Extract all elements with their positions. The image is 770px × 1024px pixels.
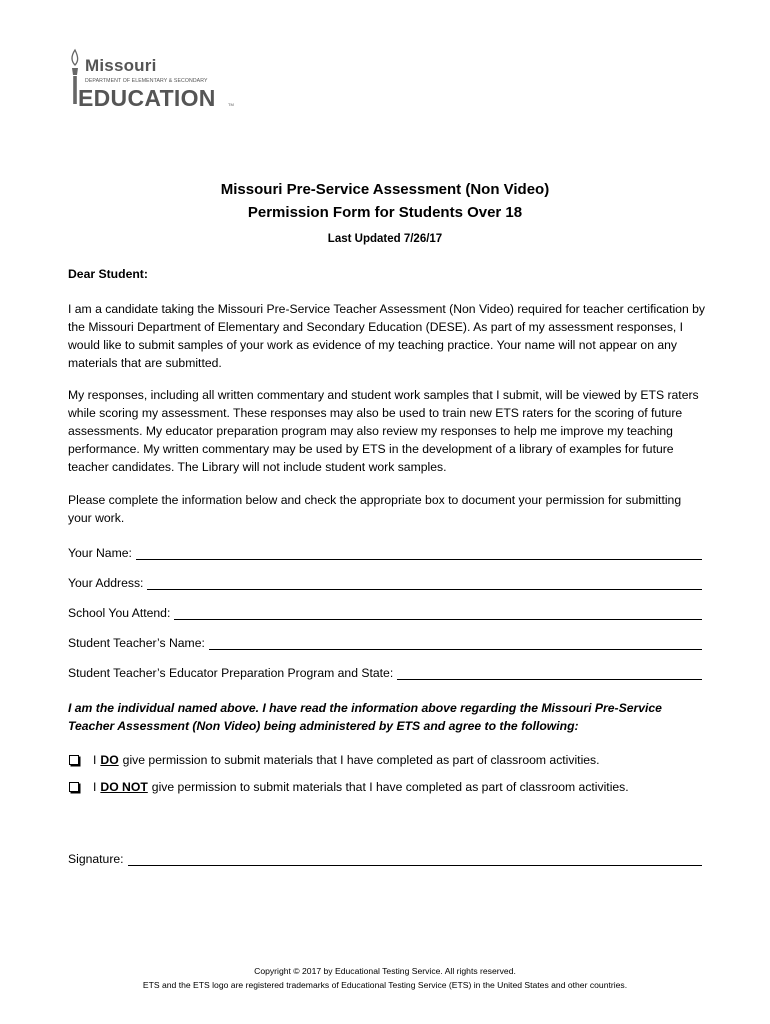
paragraph-responses: My responses, including all written commentary and student work samples that I submit, will be viewed by ETS raters while scoring my assessment. These responses may also be used to train new ETS raters for the scoring of future assessments. My educator preparation program may also review my responses to help me improve my teaching performance. My written commentary may be used by ETS in the development of a library of examples for future teacher candidates. The Library will not include student work samples.: [68, 388, 699, 474]
permission-do-not-option[interactable]: [68, 780, 708, 794]
teacher-name-label: Student Teacher’s Name:: [68, 636, 205, 650]
missouri-dese-logo: [68, 48, 248, 110]
checkbox-do-not[interactable]: [69, 782, 79, 792]
paragraph-intro: I am a candidate taking the Missouri Pre-Service Teacher Assessment (Non Video) required for teacher certification by the Missouri Department of Elementary and Secondary Education (DESE). As part of my assessment responses, I would like to submit samples of your work as evidence of my teaching practice. Your name will not appear on any materials that are submitted.: [68, 302, 705, 370]
form-subtitle: Permission Form for Students Over 18: [247, 204, 523, 221]
name-field[interactable]: [68, 544, 702, 560]
program-field[interactable]: [68, 664, 702, 680]
name-label: Your Name:: [68, 546, 132, 560]
paragraph-instructions: Please complete the information below and check the appropriate box to document your permission for submitting your work.: [68, 493, 682, 525]
permission-do-option[interactable]: [68, 753, 708, 767]
signature-field[interactable]: [68, 850, 702, 866]
option-do-not-text: give permission to submit materials that I have completed as part of classroom activities.: [151, 780, 629, 794]
form-title: Missouri Pre-Service Assessment (Non Video): [220, 181, 550, 198]
option-pronoun: I: [93, 780, 97, 794]
copyright-notice: Copyright © 2017 by Educational Testing Service. All rights reserved.: [254, 966, 516, 976]
school-field[interactable]: [68, 604, 702, 620]
logo-trademark: TM: [228, 102, 234, 107]
option-do-text: give permission to submit materials that I have completed as part of classroom activities.: [122, 753, 600, 767]
signature-input-line[interactable]: [128, 853, 702, 866]
logo-agency: EDUCATION: [78, 85, 216, 111]
school-label: School You Attend:: [68, 606, 171, 620]
trademark-notice: ETS and the ETS logo are registered trademarks of Educational Testing Service (ETS) in the United States and other countries.: [142, 980, 628, 990]
greeting: Dear Student:: [68, 267, 148, 281]
logo-state-name: Missouri: [85, 56, 157, 75]
teacher-name-input-line[interactable]: [209, 637, 702, 650]
address-input-line[interactable]: [147, 577, 702, 590]
address-label: Your Address:: [68, 576, 144, 590]
last-updated: Last Updated 7/26/17: [327, 233, 443, 245]
agreement-statement: I am the individual named above. I have read the information above regarding the Missouri Pre-Service Teacher Assessment (Non Video) being administered by ETS and agree to the following:: [68, 701, 662, 733]
school-input-line[interactable]: [174, 607, 702, 620]
signature-label: Signature:: [68, 852, 124, 866]
teacher-name-field[interactable]: [68, 634, 702, 650]
program-input-line[interactable]: [397, 667, 702, 680]
option-do-not-emphasis: DO NOT: [100, 780, 148, 794]
address-field[interactable]: [68, 574, 702, 590]
name-input-line[interactable]: [136, 547, 702, 560]
logo-department: DEPARTMENT OF ELEMENTARY & SECONDARY: [85, 78, 208, 84]
program-label: Student Teacher’s Educator Preparation Program and State:: [68, 666, 394, 680]
option-do-emphasis: DO: [100, 753, 119, 767]
checkbox-do[interactable]: [69, 755, 79, 765]
option-pronoun: I: [93, 753, 97, 767]
